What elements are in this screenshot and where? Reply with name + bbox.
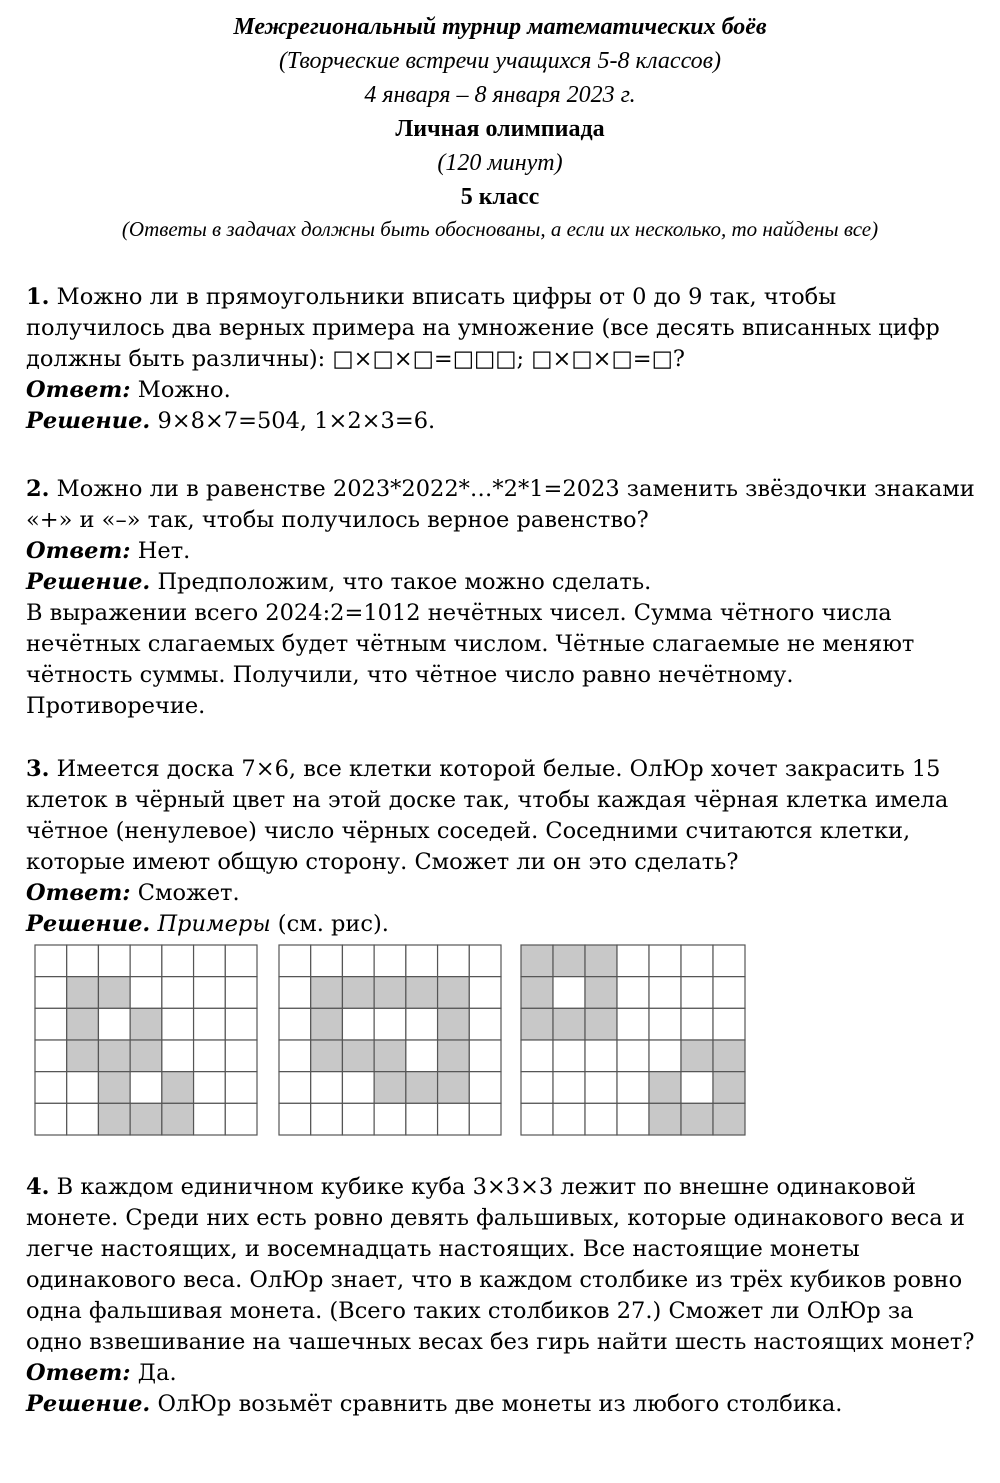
grid-cell [162, 1040, 194, 1072]
solution-italic-text: Примеры [157, 911, 271, 937]
grid-cell [311, 1072, 343, 1104]
grid-cell [194, 1072, 226, 1104]
shaded-cell [342, 977, 374, 1009]
shaded-cell [438, 1072, 470, 1104]
shaded-cell [374, 1072, 406, 1104]
grid-cell [374, 1008, 406, 1040]
shaded-cell [521, 945, 553, 977]
grid-cell [35, 1103, 67, 1135]
solution-label: Решение. [26, 569, 151, 595]
grid-cell [225, 945, 257, 977]
grid-cell [194, 977, 226, 1009]
grid-cell [98, 945, 130, 977]
shaded-cell [162, 1103, 194, 1135]
grid-cell [279, 1040, 311, 1072]
answer-label: Ответ: [26, 880, 131, 906]
grid-cell [342, 945, 374, 977]
grid-cell [162, 977, 194, 1009]
grid-cell [374, 945, 406, 977]
grid-cell [438, 945, 470, 977]
grid-cell [406, 1103, 438, 1135]
grid-cell [406, 1008, 438, 1040]
example-grid-3-svg [520, 944, 746, 1136]
grid-cell [194, 1008, 226, 1040]
grid-cell [225, 1103, 257, 1135]
grid-cell [681, 977, 713, 1009]
example-grid-2-svg [278, 944, 502, 1136]
grid-cell [162, 1008, 194, 1040]
shaded-cell [67, 1008, 99, 1040]
shaded-cell [553, 1008, 585, 1040]
grid-cell [374, 1103, 406, 1135]
grid-cell [279, 977, 311, 1009]
grid-cell [521, 1040, 553, 1072]
problem-2 [26, 474, 976, 722]
grid-cell [67, 945, 99, 977]
shaded-cell [521, 1008, 553, 1040]
grid-cell [617, 1072, 649, 1104]
grid-cell [617, 1103, 649, 1135]
answer-label: Ответ: [26, 538, 131, 564]
grid-cell [713, 1008, 745, 1040]
grid-cell [713, 945, 745, 977]
grid-cell [469, 1008, 501, 1040]
grid-cell [67, 1103, 99, 1135]
grid-cell [681, 945, 713, 977]
answer-text: Нет. [137, 538, 191, 564]
grid-cell [617, 977, 649, 1009]
grid-cell [225, 1072, 257, 1104]
shaded-cell [681, 1040, 713, 1072]
problem-number: 3. [26, 756, 50, 782]
shaded-cell [130, 1008, 162, 1040]
shaded-cell [311, 1008, 343, 1040]
shaded-cell [311, 1040, 343, 1072]
problem-statement [26, 282, 976, 375]
grid-cell [35, 1040, 67, 1072]
answer-text: Да. [137, 1360, 177, 1386]
solution-line [26, 1389, 976, 1420]
solution-label: Решение. [26, 1391, 151, 1417]
grid-cell [553, 977, 585, 1009]
shaded-cell [98, 1103, 130, 1135]
grid-cell [279, 1103, 311, 1135]
grid-cell [342, 1072, 374, 1104]
grid-cell [681, 1072, 713, 1104]
grade-label: 5 класс [460, 184, 540, 210]
problem-statement [26, 1172, 976, 1358]
grid-cell [469, 977, 501, 1009]
shaded-cell [130, 1040, 162, 1072]
shaded-cell [311, 977, 343, 1009]
shaded-cell [649, 1103, 681, 1135]
grid-cell [279, 1008, 311, 1040]
solution-label: Решение. [26, 911, 151, 937]
shaded-cell [406, 977, 438, 1009]
shaded-cell [585, 945, 617, 977]
answer-label: Ответ: [26, 377, 131, 403]
problem-text: Можно ли в равенстве 2023*2022*…*2*1=2023 заменить звёздочки знаками «+» и «–» так, чтобы получилось верное равенство? [26, 476, 975, 533]
shaded-cell [67, 977, 99, 1009]
instructions-note: (Ответы в задачах должны быть обоснованы, а если их несколько, то найдены все) [121, 217, 879, 241]
shaded-cell [553, 945, 585, 977]
grid-cell [585, 1040, 617, 1072]
grid-cell [438, 1103, 470, 1135]
example-grid-1-svg [34, 944, 258, 1136]
olympiad-duration: (120 минут) [437, 150, 563, 176]
shaded-cell [98, 1040, 130, 1072]
shaded-cell [130, 1103, 162, 1135]
grid-cell [311, 1103, 343, 1135]
grid-cell [279, 945, 311, 977]
olympiad-title: Личная олимпиада [395, 116, 605, 142]
grid-cell [553, 1040, 585, 1072]
shaded-cell [649, 1072, 681, 1104]
solution-label: Решение. [26, 408, 151, 434]
grid-cell [279, 1072, 311, 1104]
problem-number: 1. [26, 284, 50, 310]
shaded-cell [342, 1040, 374, 1072]
shaded-cell [713, 1040, 745, 1072]
grid-cell [342, 1008, 374, 1040]
answer-line [26, 375, 976, 406]
shaded-cell [98, 977, 130, 1009]
problem-4 [26, 1172, 976, 1420]
shaded-cell [585, 1008, 617, 1040]
shaded-cell [438, 1008, 470, 1040]
problem-statement [26, 754, 976, 878]
problem-3 [26, 754, 976, 940]
grid-cell [225, 977, 257, 1009]
example-grid-3 [520, 944, 746, 1136]
shaded-cell [713, 1103, 745, 1135]
answer-text: Можно. [137, 377, 231, 403]
grid-cell [469, 945, 501, 977]
grid-cell [225, 1040, 257, 1072]
grid-cell [194, 945, 226, 977]
problem-1 [26, 282, 976, 437]
grid-cell [35, 1008, 67, 1040]
shaded-cell [438, 977, 470, 1009]
grid-cell [35, 977, 67, 1009]
example-grid-2 [278, 944, 502, 1136]
shaded-cell [374, 1040, 406, 1072]
shaded-cell [406, 1072, 438, 1104]
grid-cell [35, 1072, 67, 1104]
grid-cell [130, 1072, 162, 1104]
grid-cell [521, 1103, 553, 1135]
problem-text: Можно ли в прямоугольники вписать цифры от 0 до 9 так, чтобы получилось два верных примера на умножение (все десять вписанных цифр должны быть различны): □×□×□=□□□; □×□×□=□? [26, 284, 940, 372]
solution-line [26, 909, 976, 940]
solution-line [26, 567, 976, 598]
grid-cell [713, 977, 745, 1009]
grid-cell [585, 1072, 617, 1104]
grid-cell [617, 945, 649, 977]
shaded-cell [438, 1040, 470, 1072]
grid-cell [469, 1072, 501, 1104]
grid-cell [406, 945, 438, 977]
answer-text: Сможет. [137, 880, 240, 906]
grid-cell [342, 1103, 374, 1135]
solution-text: ОлЮр возьмёт сравнить две монеты из любого столбика. [157, 1391, 843, 1417]
tournament-title: Межрегиональный турнир математических боёв [233, 14, 767, 40]
grid-cell [130, 945, 162, 977]
example-grid-1 [34, 944, 258, 1136]
solution-text: Предположим, что такое можно сделать. [157, 569, 652, 595]
problem-statement [26, 474, 976, 536]
solution-text: (см. рис). [270, 911, 389, 937]
tournament-dates: 4 января – 8 января 2023 г. [364, 82, 636, 108]
grid-cell [649, 1008, 681, 1040]
grid-cell [194, 1040, 226, 1072]
shaded-cell [585, 977, 617, 1009]
grid-cell [649, 1040, 681, 1072]
grid-cell [469, 1040, 501, 1072]
grid-cell [617, 1040, 649, 1072]
grid-cell [553, 1103, 585, 1135]
grid-cell [162, 945, 194, 977]
grid-cell [469, 1103, 501, 1135]
solution-continuation: В выражении всего 2024:2=1012 нечётных чисел. Сумма чётного числа нечётных слагаемых будет чётным числом. Чётные слагаемые не меняют чётность суммы. Получили, что чётное число равно нечётному. Противоречие. [26, 600, 915, 719]
grid-cell [521, 1072, 553, 1104]
tournament-subtitle: (Творческие встречи учащихся 5-8 классов) [278, 48, 722, 74]
shaded-cell [521, 977, 553, 1009]
problem-text: Имеется доска 7×6, все клетки которой белые. ОлЮр хочет закрасить 15 клеток в чёрный цвет на этой доске так, чтобы каждая чёрная клетка имела чётное (ненулевое) число чёрных соседей. Соседними считаются клетки, которые имеют общую сторону. Сможет ли он это сделать? [26, 756, 949, 875]
answer-label: Ответ: [26, 1360, 131, 1386]
grid-cell [649, 977, 681, 1009]
problem-number: 2. [26, 476, 50, 502]
grid-cell [406, 1040, 438, 1072]
grid-cell [35, 945, 67, 977]
answer-line [26, 878, 976, 909]
grid-cell [194, 1103, 226, 1135]
shaded-cell [713, 1072, 745, 1104]
grid-cell [67, 1072, 99, 1104]
document-header [0, 10, 1000, 244]
problem-text: В каждом единичном кубике куба 3×3×3 лежит по внешне одинаковой монете. Среди них есть ровно девять фальшивых, которые одинакового веса и легче настоящих, и восемнадцать настоящих. Все настоящие монеты одинакового веса. ОлЮр знает, что в каждом столбике из трёх кубиков ровно одна фальшивая монета. (Всего таких столбиков 27.) Сможет ли ОлЮр за одно взвешивание на чашечных весах без гирь найти шесть настоящих монет? [26, 1174, 975, 1355]
answer-line [26, 1358, 976, 1389]
grid-cell [553, 1072, 585, 1104]
grid-cell [681, 1008, 713, 1040]
grid-cell [649, 945, 681, 977]
solution-line [26, 406, 976, 437]
problem-number: 4. [26, 1174, 50, 1200]
answer-line [26, 536, 976, 567]
shaded-cell [374, 977, 406, 1009]
solution-text: 9×8×7=504, 1×2×3=6. [157, 408, 436, 434]
grid-cell [130, 977, 162, 1009]
grid-cell [98, 1008, 130, 1040]
shaded-cell [162, 1072, 194, 1104]
grid-cell [617, 1008, 649, 1040]
grid-cell [311, 945, 343, 977]
grid-cell [585, 1103, 617, 1135]
shaded-cell [67, 1040, 99, 1072]
shaded-cell [681, 1103, 713, 1135]
grid-cell [225, 1008, 257, 1040]
shaded-cell [98, 1072, 130, 1104]
